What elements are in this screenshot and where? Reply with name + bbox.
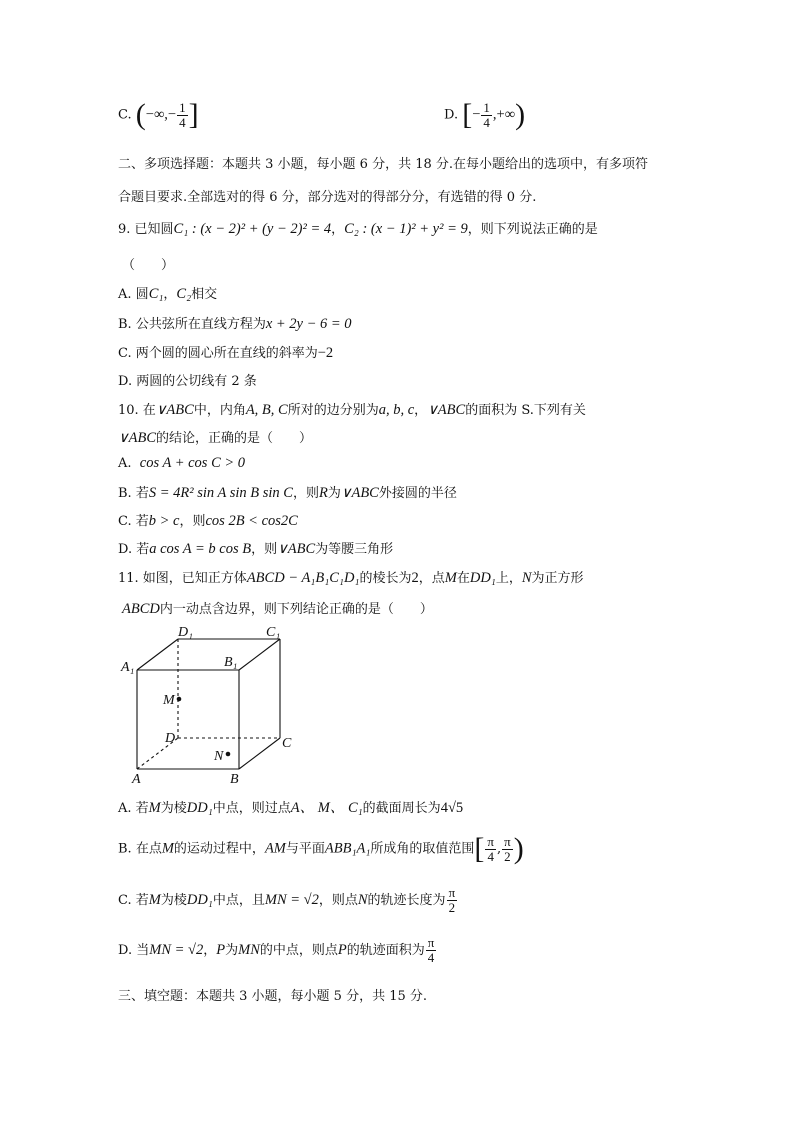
q11-stem-line2: ABCD内一动点含边界，则下列结论正确的是（ ） [122, 601, 433, 617]
option-label: D. [444, 107, 459, 123]
q8-option-c: C. (−∞,− $\frac{1}{4}$ ] [118, 98, 199, 131]
label-d1: D₁ [178, 625, 193, 640]
fraction: $\frac{\pi}{2}$ [504, 833, 511, 864]
q10-option-c: C. 若b > c，则cos 2B < cos2C [118, 513, 298, 529]
q10-option-b: B. 若S = 4R² sin A sin B sin C，则R为∨ABC外接圆的半径 [118, 485, 457, 501]
q9-option-a: A. 圆C₁，C₂相交 [118, 286, 218, 302]
label-n: N [214, 749, 224, 764]
q11-option-c: C. 若M为棱DD₁中点，且MN = √2，则点N的轨迹长度为 $\frac{\pi}{2}$ [118, 885, 456, 915]
section3-header: 三、填空题：本题共 3 小题，每小题 5 分，共 15 分. [118, 989, 428, 1004]
section2-line2: 合题目要求.全部选对的得 6 分，部分选对的得部分分，有选错的得 0 分. [118, 190, 537, 205]
q10-stem-line2: ∨ABC的结论，正确的是（ ） [118, 430, 313, 446]
q9-answer-paren: （ ） [122, 258, 175, 273]
q9-option-c: C. 两个圆的圆心所在直线的斜率为−2 [118, 345, 334, 361]
q11-option-b: B. 在点M的运动过程中，AM与平面ABB₁A₁所成角的取值范围[ $\frac{\pi}{4}$ , $\frac{\pi}{2}$ ) [118, 832, 524, 865]
label-b1: B₁ [224, 655, 238, 670]
fraction: $\frac{1}{4}$ [179, 99, 186, 130]
cube-figure [110, 620, 310, 790]
label-a: A [132, 772, 141, 787]
fraction: $\frac{1}{4}$ [483, 99, 490, 130]
label-d: D [165, 731, 176, 746]
edge-bc [239, 738, 280, 769]
circle-c2-equation: C₂ : (x − 1)² + y² = 9 [344, 221, 468, 237]
label-b: B [230, 772, 239, 787]
q8-option-d: D. [− $\frac{1}{4}$ ,+∞) [444, 98, 526, 131]
edge-b1c1 [239, 639, 280, 670]
point-n [226, 752, 231, 757]
label-a1: A₁ [121, 660, 135, 675]
circle-c1-equation: C₁ : (x − 2)² + (y − 2)² = 4 [173, 221, 332, 237]
q11-option-a: A. 若M为棱DD₁中点，则过点A、 M、 C₁的截面周长为4√5 [118, 800, 464, 816]
q10-option-d: D. 若a cos A = b cos B，则∨ABC为等腰三角形 [118, 541, 394, 557]
label-m: M [163, 693, 175, 708]
interval-text: −∞,− [145, 106, 177, 123]
q10-stem-line1: 10. 在∨ABC中，内角A, B, C所对的边分别为a, b, c，∨ABC的面积为 S.下列有关 [118, 402, 586, 418]
q11-option-d: D. 当MN = √2，P为MN的中点，则点P的轨迹面积为 $\frac{\pi}{4}$ [118, 935, 435, 965]
fraction: $\frac{\pi}{4}$ [487, 833, 494, 864]
fraction: $\frac{\pi}{2}$ [448, 885, 456, 915]
q10-option-a: A. cos A + cos C > 0 [118, 455, 246, 471]
fraction: $\frac{\pi}{4}$ [427, 935, 435, 965]
q9-option-d: D. 两圆的公切线有 2 条 [118, 374, 257, 389]
option-label: C. [118, 107, 132, 123]
point-m [177, 697, 182, 702]
edge-a1d1 [137, 639, 178, 670]
label-c1: C₁ [266, 625, 281, 640]
section2-line1: 二、多项选择题：本题共 3 小题，每小题 6 分，共 18 分.在每小题给出的选项中，有多项符 [118, 157, 649, 172]
q9-stem: 9. 已知圆C₁ : (x − 2)² + (y − 2)² = 4，C₂ : (x − 1)² + y² = 9，则下列说法正确的是 [118, 221, 598, 237]
q11-stem-line1: 11. 如图，已知正方体ABCD − A₁B₁C₁D₁的棱长为2，点M在DD₁上，N为正方形 [118, 570, 584, 586]
label-c: C [282, 736, 292, 751]
q9-option-b: B. 公共弦所在直线方程为x + 2y − 6 = 0 [118, 316, 352, 332]
